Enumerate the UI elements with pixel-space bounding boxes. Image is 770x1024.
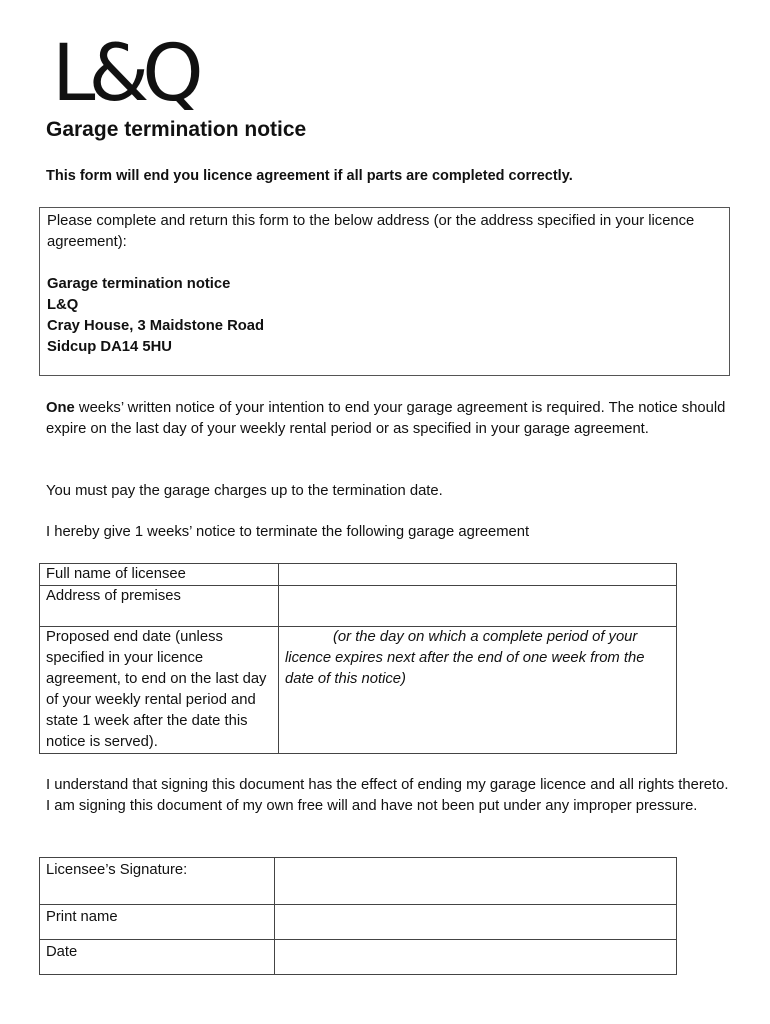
return-instruction: Please complete and return this form to the below address (or the address specified in your licence agreement):	[47, 213, 695, 250]
print-name-field[interactable]	[275, 905, 677, 940]
licensee-name-label: Full name of licensee	[40, 564, 279, 586]
date-field[interactable]	[275, 940, 677, 975]
address-line-1: Garage termination notice	[47, 276, 231, 292]
print-name-label: Print name	[40, 905, 275, 940]
end-date-label: Proposed end date (unless specified in your licence agreement, to end on the last day of your weekly rental period and state 1 week after the date this notice is served).	[40, 627, 279, 754]
notice-text: weeks’ written notice of your intention to end your garage agreement is required. The notice should expire on the last day of your weekly rental period or as specified in your garage agreement.	[46, 400, 726, 437]
lq-logo	[52, 29, 212, 119]
address-line-3: Cray House, 3 Maidstone Road	[47, 318, 265, 334]
date-label: Date	[40, 940, 275, 975]
end-date-note: (or the day on which a complete period of your licence expires next after the end of one week from the date of this notice)	[285, 629, 645, 687]
pay-paragraph: You must pay the garage charges up to the termination date.	[46, 483, 443, 499]
notice-paragraph	[46, 398, 736, 440]
end-date-field[interactable]	[279, 627, 677, 754]
table-row	[40, 940, 677, 975]
page-title: Garage termination notice	[46, 118, 307, 141]
table-row	[40, 564, 677, 586]
table-row	[40, 905, 677, 940]
logo-text: L&Q	[52, 29, 197, 119]
declaration-paragraph: I understand that signing this document has the effect of ending my garage licence and all rights thereto. I am signing this document of my own free will and have not been put under any improper pressure.	[46, 777, 729, 814]
table-row	[40, 586, 677, 627]
signature-field[interactable]	[275, 858, 677, 905]
table-row	[40, 858, 677, 905]
table-row	[40, 627, 677, 754]
premises-address-label: Address of premises	[40, 586, 279, 627]
signature-table	[39, 857, 677, 975]
address-box	[39, 207, 730, 376]
details-table	[39, 563, 677, 754]
premises-address-field[interactable]	[279, 586, 677, 627]
form-subtitle: This form will end you licence agreement if all parts are completed correctly.	[46, 168, 573, 184]
address-line-4: Sidcup DA14 5HU	[47, 339, 172, 355]
signature-label: Licensee’s Signature:	[40, 858, 275, 905]
address-line-2: L&Q	[47, 297, 79, 313]
give-notice-paragraph: I hereby give 1 weeks’ notice to terminate the following garage agreement	[46, 524, 530, 540]
notice-bold: One	[46, 400, 75, 416]
licensee-name-field[interactable]	[279, 564, 677, 586]
